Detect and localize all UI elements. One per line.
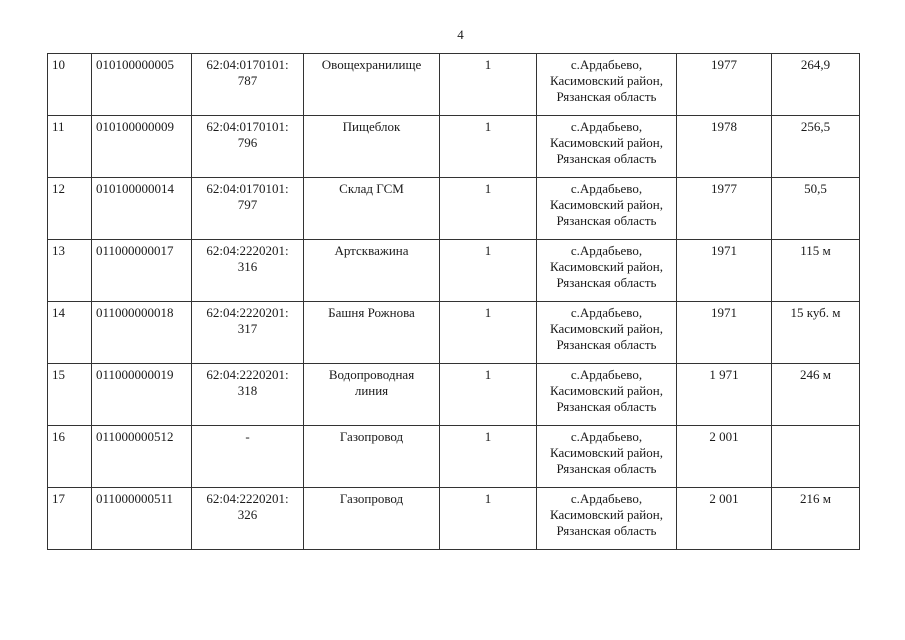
address-cell: с.Ардабьево, Касимовский район, Рязанская область [537,116,677,178]
inventory-number-cell: 011000000019 [92,364,192,426]
quantity-cell: 1 [440,54,537,116]
year-cell: 2 001 [677,488,772,550]
inventory-number-cell: 011000000017 [92,240,192,302]
address-cell: с.Ардабьево, Касимовский район, Рязанская область [537,178,677,240]
cadastral-number-cell: 62:04:0170101: 797 [192,178,304,240]
address-cell: с.Ардабьево, Касимовский район, Рязанская область [537,364,677,426]
year-cell: 1971 [677,240,772,302]
object-name-cell: Водопроводная линия [304,364,440,426]
inventory-number-cell: 011000000018 [92,302,192,364]
size-value-cell [772,426,860,488]
inventory-number-cell: 011000000512 [92,426,192,488]
inventory-number-cell: 010100000005 [92,54,192,116]
quantity-cell: 1 [440,178,537,240]
object-name-cell: Артскважина [304,240,440,302]
quantity-cell: 1 [440,240,537,302]
table-row [48,302,860,364]
cadastral-number-cell: - [192,426,304,488]
object-name-cell: Овощехранилище [304,54,440,116]
year-cell: 1 971 [677,364,772,426]
cadastral-number-cell: 62:04:2220201: 326 [192,488,304,550]
quantity-cell: 1 [440,426,537,488]
object-name-cell: Башня Рожнова [304,302,440,364]
size-value-cell: 216 м [772,488,860,550]
object-name-cell: Пищеблок [304,116,440,178]
object-name-cell: Газопровод [304,488,440,550]
address-cell: с.Ардабьево, Касимовский район, Рязанская область [537,488,677,550]
inventory-number-cell: 010100000014 [92,178,192,240]
table-row [48,426,860,488]
table-row [48,488,860,550]
table-row [48,116,860,178]
quantity-cell: 1 [440,116,537,178]
table-row [48,364,860,426]
cadastral-number-cell: 62:04:0170101: 796 [192,116,304,178]
inventory-number-cell: 011000000511 [92,488,192,550]
year-cell: 2 001 [677,426,772,488]
row-number-cell: 16 [48,426,92,488]
page-number: 4 [457,27,464,42]
object-name-cell: Склад ГСМ [304,178,440,240]
row-number-cell: 14 [48,302,92,364]
row-number-cell: 10 [48,54,92,116]
inventory-number-cell: 010100000009 [92,116,192,178]
address-cell: с.Ардабьево, Касимовский район, Рязанская область [537,302,677,364]
size-value-cell: 264,9 [772,54,860,116]
table-row [48,54,860,116]
size-value-cell: 115 м [772,240,860,302]
row-number-cell: 11 [48,116,92,178]
cadastral-number-cell: 62:04:0170101: 787 [192,54,304,116]
year-cell: 1971 [677,302,772,364]
year-cell: 1977 [677,178,772,240]
row-number-cell: 12 [48,178,92,240]
year-cell: 1978 [677,116,772,178]
property-registry-table [47,53,860,550]
address-cell: с.Ардабьево, Касимовский район, Рязанская область [537,240,677,302]
size-value-cell: 256,5 [772,116,860,178]
size-value-cell: 246 м [772,364,860,426]
size-value-cell: 50,5 [772,178,860,240]
table-row [48,178,860,240]
size-value-cell: 15 куб. м [772,302,860,364]
row-number-cell: 17 [48,488,92,550]
table-body [48,54,860,550]
row-number-cell: 13 [48,240,92,302]
address-cell: с.Ардабьево, Касимовский район, Рязанская область [537,54,677,116]
cadastral-number-cell: 62:04:2220201: 318 [192,364,304,426]
quantity-cell: 1 [440,364,537,426]
quantity-cell: 1 [440,302,537,364]
cadastral-number-cell: 62:04:2220201: 317 [192,302,304,364]
quantity-cell: 1 [440,488,537,550]
year-cell: 1977 [677,54,772,116]
row-number-cell: 15 [48,364,92,426]
table-row [48,240,860,302]
cadastral-number-cell: 62:04:2220201: 316 [192,240,304,302]
object-name-cell: Газопровод [304,426,440,488]
address-cell: с.Ардабьево, Касимовский район, Рязанская область [537,426,677,488]
